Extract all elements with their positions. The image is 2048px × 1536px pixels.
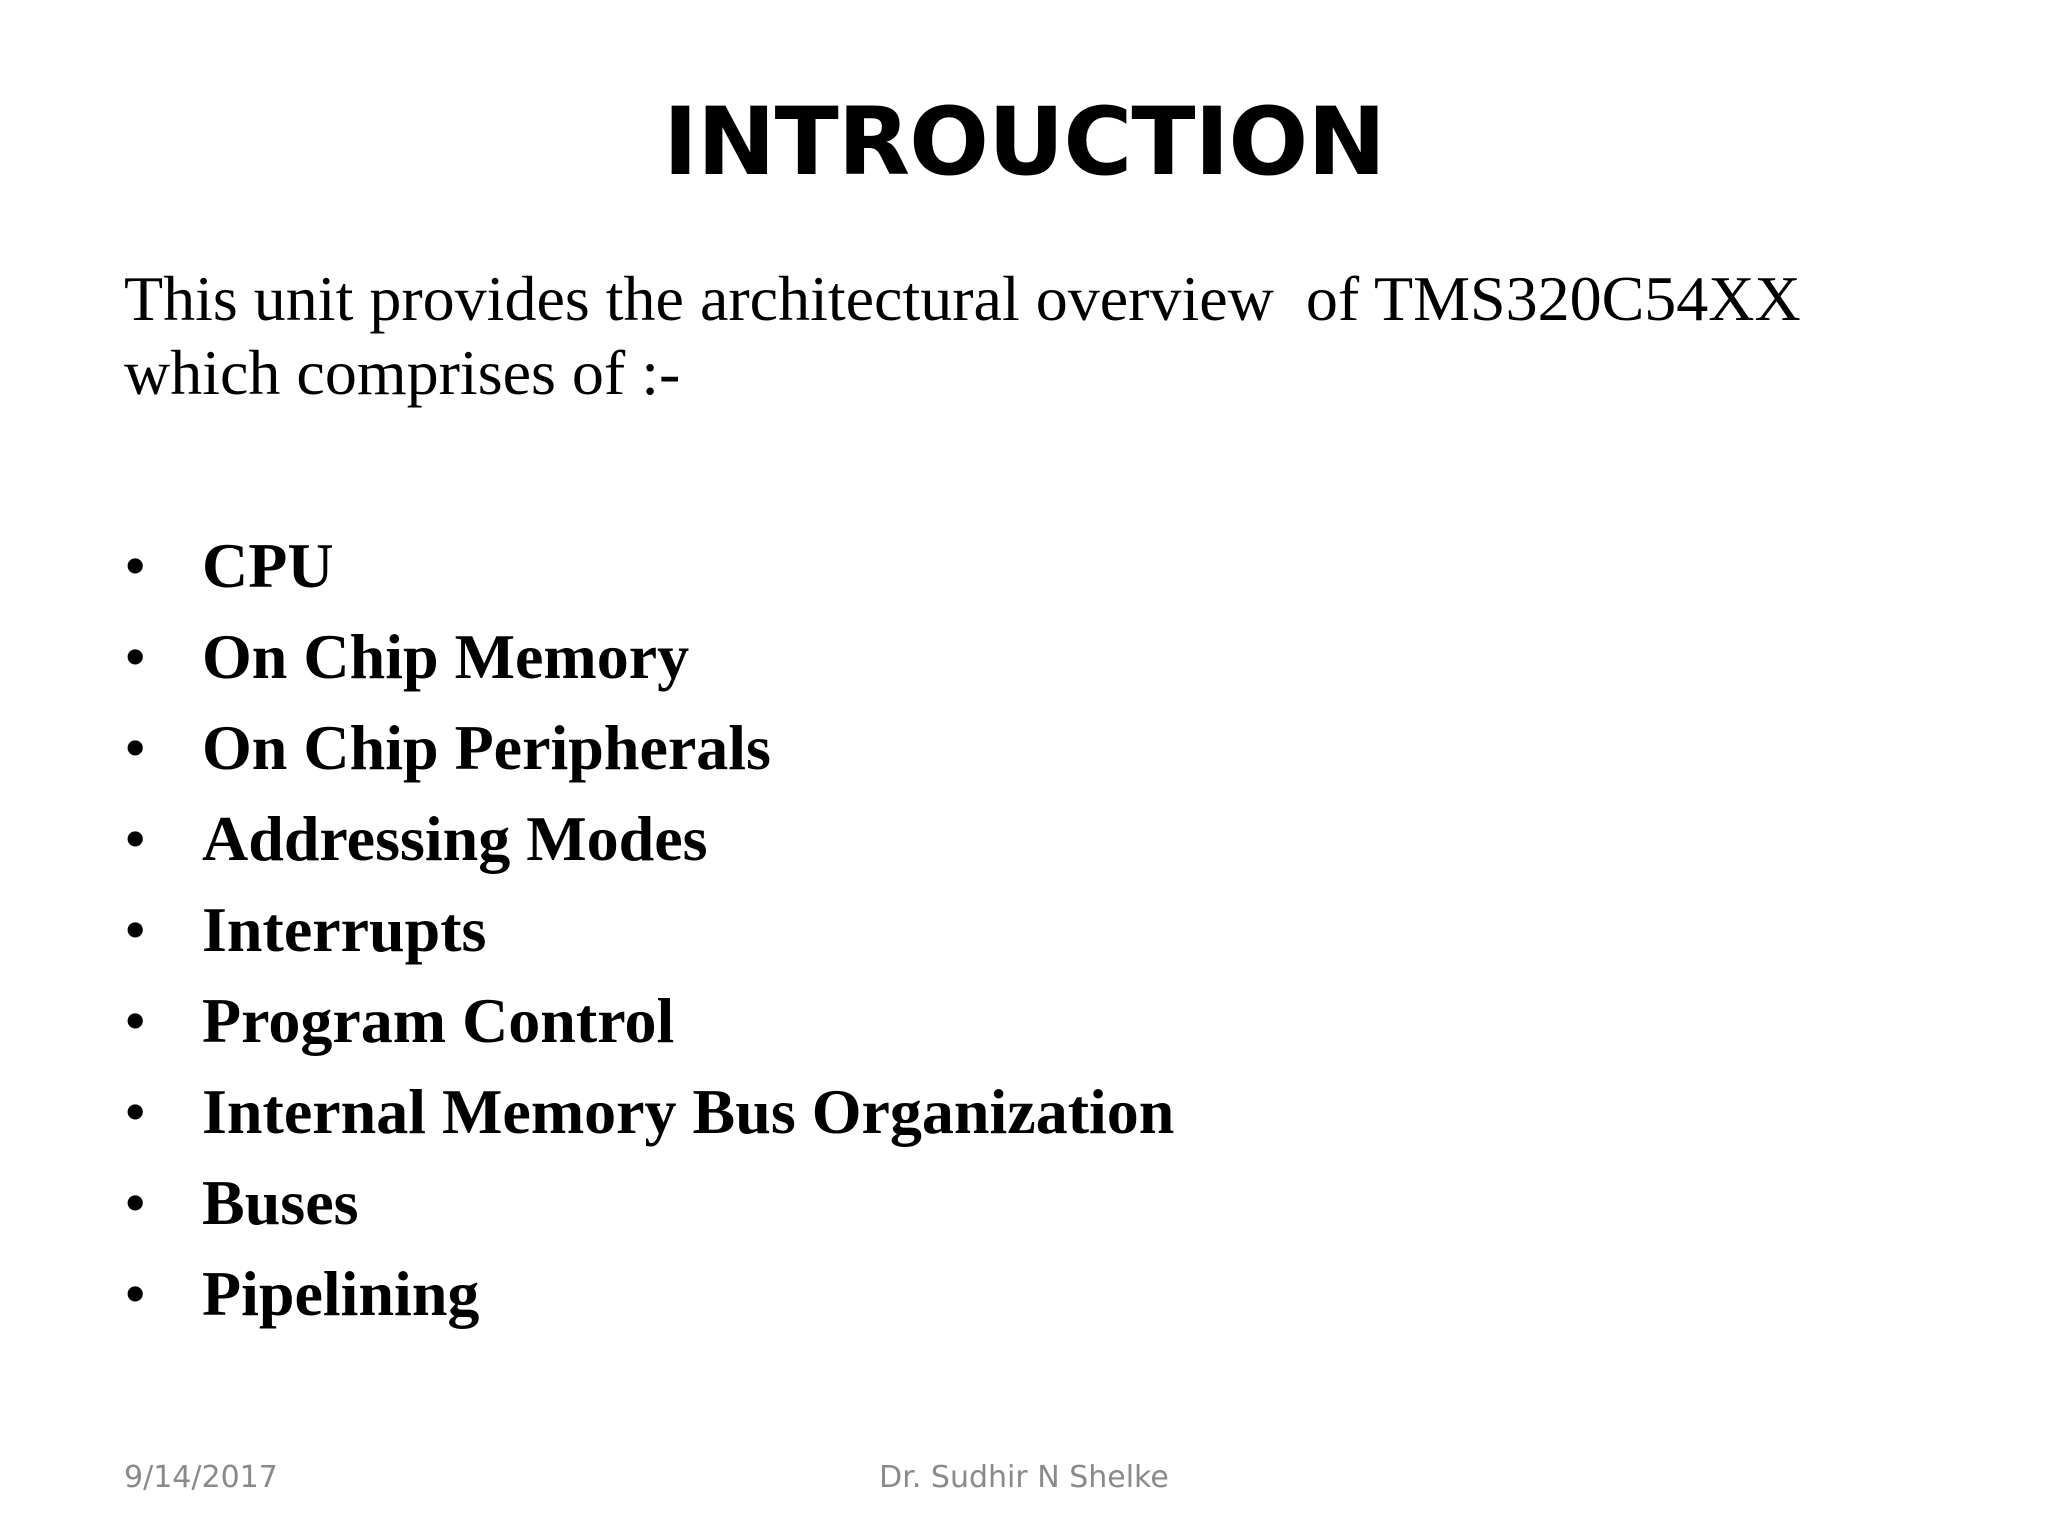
bullet-icon: • bbox=[124, 1167, 147, 1238]
bullet-icon: • bbox=[124, 1258, 147, 1329]
intro-paragraph bbox=[124, 262, 1984, 410]
list-item-label: Pipelining bbox=[202, 1258, 480, 1329]
bullet-icon: • bbox=[124, 985, 147, 1056]
list-item-label: On Chip Memory bbox=[202, 621, 690, 692]
list-item bbox=[124, 611, 1924, 702]
bullet-icon: • bbox=[124, 530, 147, 601]
list-item bbox=[124, 1157, 1924, 1248]
list-item-label: Addressing Modes bbox=[202, 803, 708, 874]
bullet-icon: • bbox=[124, 1076, 147, 1147]
bullet-icon: • bbox=[124, 803, 147, 874]
list-item bbox=[124, 975, 1924, 1066]
slide-title: INTROUCTION bbox=[662, 88, 1386, 197]
footer-author: Dr. Sudhir N Shelke bbox=[879, 1460, 1169, 1495]
intro-line-1: This unit provides the architectural overview of TMS320C54XX bbox=[124, 263, 1801, 334]
topic-list bbox=[124, 520, 1924, 1339]
list-item bbox=[124, 1066, 1924, 1157]
list-item-label: Interrupts bbox=[202, 894, 487, 965]
list-item-label: Buses bbox=[202, 1167, 359, 1238]
list-item bbox=[124, 793, 1924, 884]
list-item-label: Program Control bbox=[202, 985, 675, 1056]
list-item bbox=[124, 1248, 1924, 1339]
list-item-label: Internal Memory Bus Organization bbox=[202, 1076, 1175, 1147]
footer-date: 9/14/2017 bbox=[124, 1460, 278, 1495]
list-item bbox=[124, 884, 1924, 975]
list-item bbox=[124, 520, 1924, 611]
bullet-icon: • bbox=[124, 894, 147, 965]
list-item bbox=[124, 702, 1924, 793]
list-item-label: On Chip Peripherals bbox=[202, 712, 771, 783]
intro-line-2: which comprises of :- bbox=[124, 337, 681, 408]
list-item-label: CPU bbox=[202, 530, 334, 601]
bullet-icon: • bbox=[124, 621, 147, 692]
bullet-icon: • bbox=[124, 712, 147, 783]
